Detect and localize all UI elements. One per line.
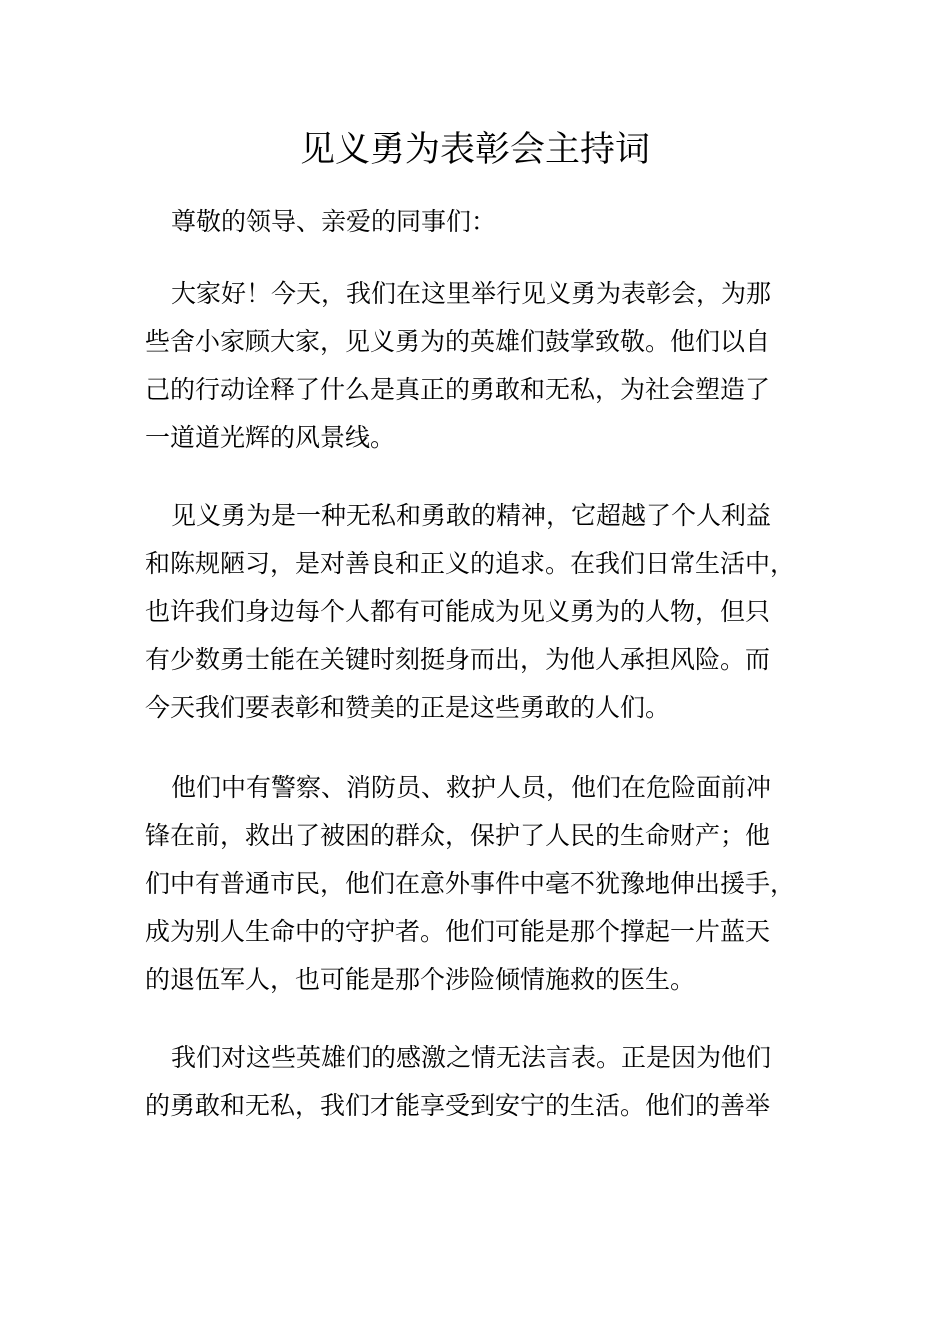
document-title: 见义勇为表彰会主持词 — [299, 130, 650, 170]
paragraph-line: 己的行动诠释了什么是真正的勇敢和无私，为社会塑造了 — [145, 375, 771, 404]
paragraph-1 — [145, 270, 807, 462]
paragraph-line: 和陈规陋习，是对善良和正义的追求。在我们日常生活中， — [145, 549, 796, 578]
salutation — [145, 198, 807, 246]
paragraph-line: 也许我们身边每个人都有可能成为见义勇为的人物，但只 — [145, 597, 771, 626]
salutation-text: 尊敬的领导、亲爱的同事们： — [171, 207, 497, 236]
paragraph-line: 他们中有警察、消防员、救护人员，他们在危险面前冲 — [171, 773, 772, 802]
paragraph-line: 们中有普通市民，他们在意外事件中毫不犹豫地伸出援手， — [145, 869, 796, 898]
paragraph-line: 今天我们要表彰和赞美的正是这些勇敢的人们。 — [145, 693, 671, 722]
paragraph-line: 的退伍军人，也可能是那个涉险倾情施救的医生。 — [145, 965, 696, 994]
paragraph-3 — [145, 764, 807, 1004]
paragraph-line: 我们对这些英雄们的感激之情无法言表。正是因为他们 — [171, 1043, 772, 1072]
paragraph-line: 锋在前，救出了被困的群众，保护了人民的生命财产；他 — [145, 821, 771, 850]
paragraph-line: 的勇敢和无私，我们才能享受到安宁的生活。他们的善举 — [145, 1091, 771, 1120]
paragraph-line: 大家好！今天，我们在这里举行见义勇为表彰会，为那 — [171, 279, 772, 308]
paragraph-4 — [145, 1034, 807, 1130]
paragraph-2 — [145, 492, 807, 732]
paragraph-line: 成为别人生命中的守护者。他们可能是那个撑起一片蓝天 — [145, 917, 771, 946]
paragraph-line: 一道道光辉的风景线。 — [145, 423, 396, 452]
paragraph-line: 有少数勇士能在关键时刻挺身而出，为他人承担风险。而 — [145, 645, 771, 674]
paragraph-line: 些舍小家顾大家，见义勇为的英雄们鼓掌致敬。他们以自 — [145, 327, 771, 356]
paragraph-line: 见义勇为是一种无私和勇敢的精神，它超越了个人利益 — [171, 501, 772, 530]
